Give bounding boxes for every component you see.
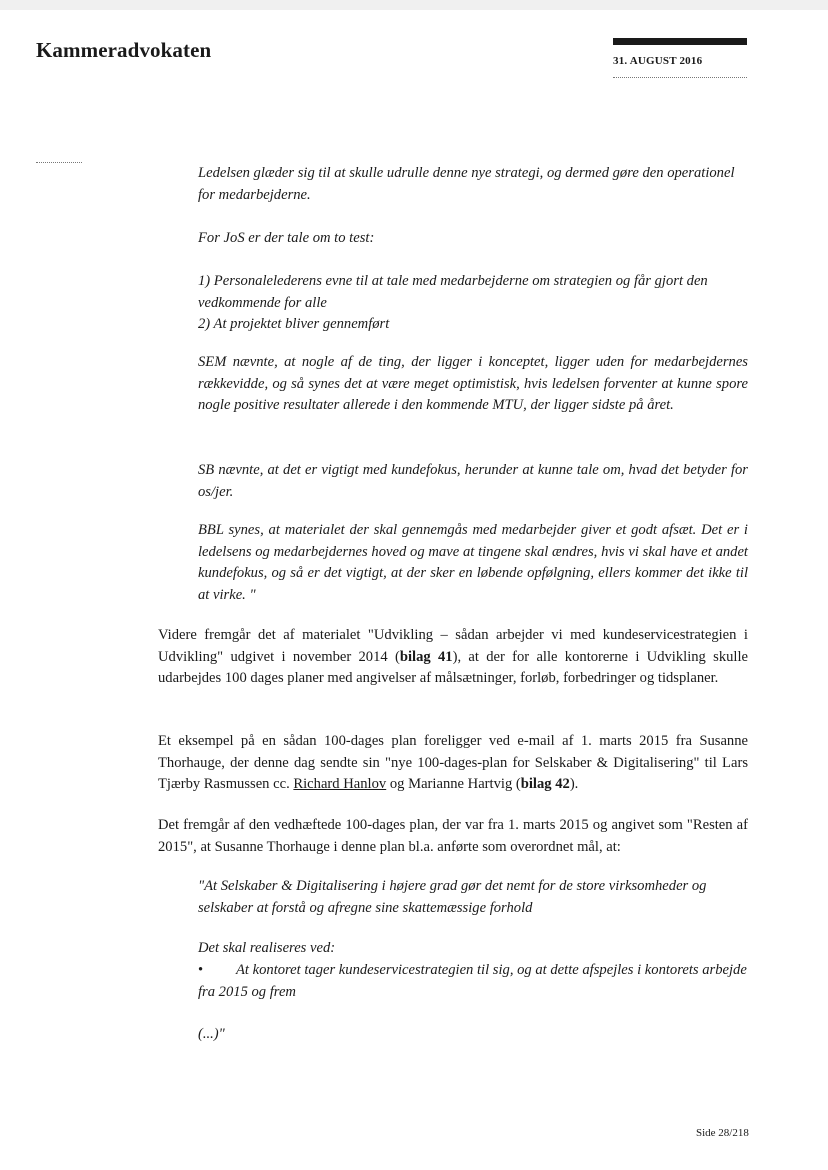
quote-paragraph: SB nævnte, at det er vigtigt med kundefokus, herunder at kunne tale om, hvad det betyder for os/jer.	[198, 462, 748, 500]
quote-paragraph: Ledelsen glæder sig til at skulle udrulle denne nye strategi, og dermed gøre den operationel for medarbejderne.	[198, 165, 735, 203]
body-paragraph: Det fremgår af den vedhæftede 100-dages plan, der var fra 1. marts 2015 og angivet som "Resten af 2015", at Susanne Thorhauge i denne plan bl.a. anførte som overordnet mål, at:	[158, 817, 748, 855]
date-bar	[613, 38, 747, 45]
bullet-text: At kontoret tager kundeservicestrategien til sig, og at dette afspejles i kontorets arbejde fra 2015 og frem	[198, 962, 747, 1000]
quote-bullet-item	[198, 960, 748, 1003]
body-text: Et eksempel på en sådan 100-dages plan foreligger ved e-mail af 1. marts 2015 fra Susanne Thorhauge, der denne dag sendte sin "nye 100-dages-plan for Selskaber & Digitalisering" til Lars Tjærby Rasmussen cc.	[158, 733, 748, 792]
quote-paragraph: For JoS er der tale om to test:	[198, 230, 375, 246]
page-number: Side 28/218	[696, 1127, 749, 1139]
body-paragraph	[158, 625, 748, 690]
quote-paragraph: Det skal realiseres ved:	[198, 940, 336, 956]
quote-list-item: 1) Personalelederens evne til at tale med medarbejderne om strategien og får gjort den vedkommende for alle	[198, 273, 708, 311]
top-band	[0, 0, 828, 10]
document-date: 31. AUGUST 2016	[613, 55, 703, 67]
date-rule	[613, 77, 747, 78]
margin-rule	[36, 162, 82, 163]
appendix-reference: bilag 42	[520, 776, 570, 792]
body-text: Videre fremgår det af materialet "Udvikling – sådan arbejder vi med kundeservicestrategien i Udvikling" udgivet i november 2014 (	[158, 627, 748, 665]
appendix-reference: bilag 41	[399, 648, 453, 665]
body-paragraph	[158, 731, 748, 796]
person-link[interactable]: Richard Hanlov	[293, 776, 387, 792]
quote-list-item: 2) At projektet bliver gennemført	[198, 316, 390, 332]
organization-name: Kammeradvokaten	[36, 38, 212, 62]
quote-end: (...)"	[198, 1026, 225, 1042]
bullet-icon: •	[198, 962, 204, 978]
quote-paragraph: "At Selskaber & Digitalisering i højere grad gør det nemt for de store virksomheder og selskaber at forstå og afregne sine skattemæssige forhold	[198, 878, 707, 916]
quote-paragraph: SEM nævnte, at nogle af de ting, der ligger i konceptet, ligger uden for medarbejdernes rækkevidde, og så synes det at være meget optimistisk, hvis ledelsen forventer at kunne spore nogle positive resultater allerede i den kommende MTU, der ligger sidste på året.	[198, 354, 748, 413]
body-text: ).	[569, 776, 579, 792]
body-text: og Marianne Hartvig (	[386, 776, 521, 792]
quote-paragraph: BBL synes, at materialet der skal gennemgås med medarbejder giver et godt afsæt. Det er i ledelsens og medarbejdernes hoved og mave at tingene skal ændres, hvis vi skal have et andet kundefokus, og så er det vigtigt, at der sker en løbende opfølgning, ellers kommer det ikke til at virke. "	[198, 522, 748, 603]
body-text: ), at der for alle kontorerne i Udvikling skulle udarbejdes 100 dages planer med angivelser af målsætninger, forløb, forbedringer og tidsplaner.	[158, 648, 749, 686]
